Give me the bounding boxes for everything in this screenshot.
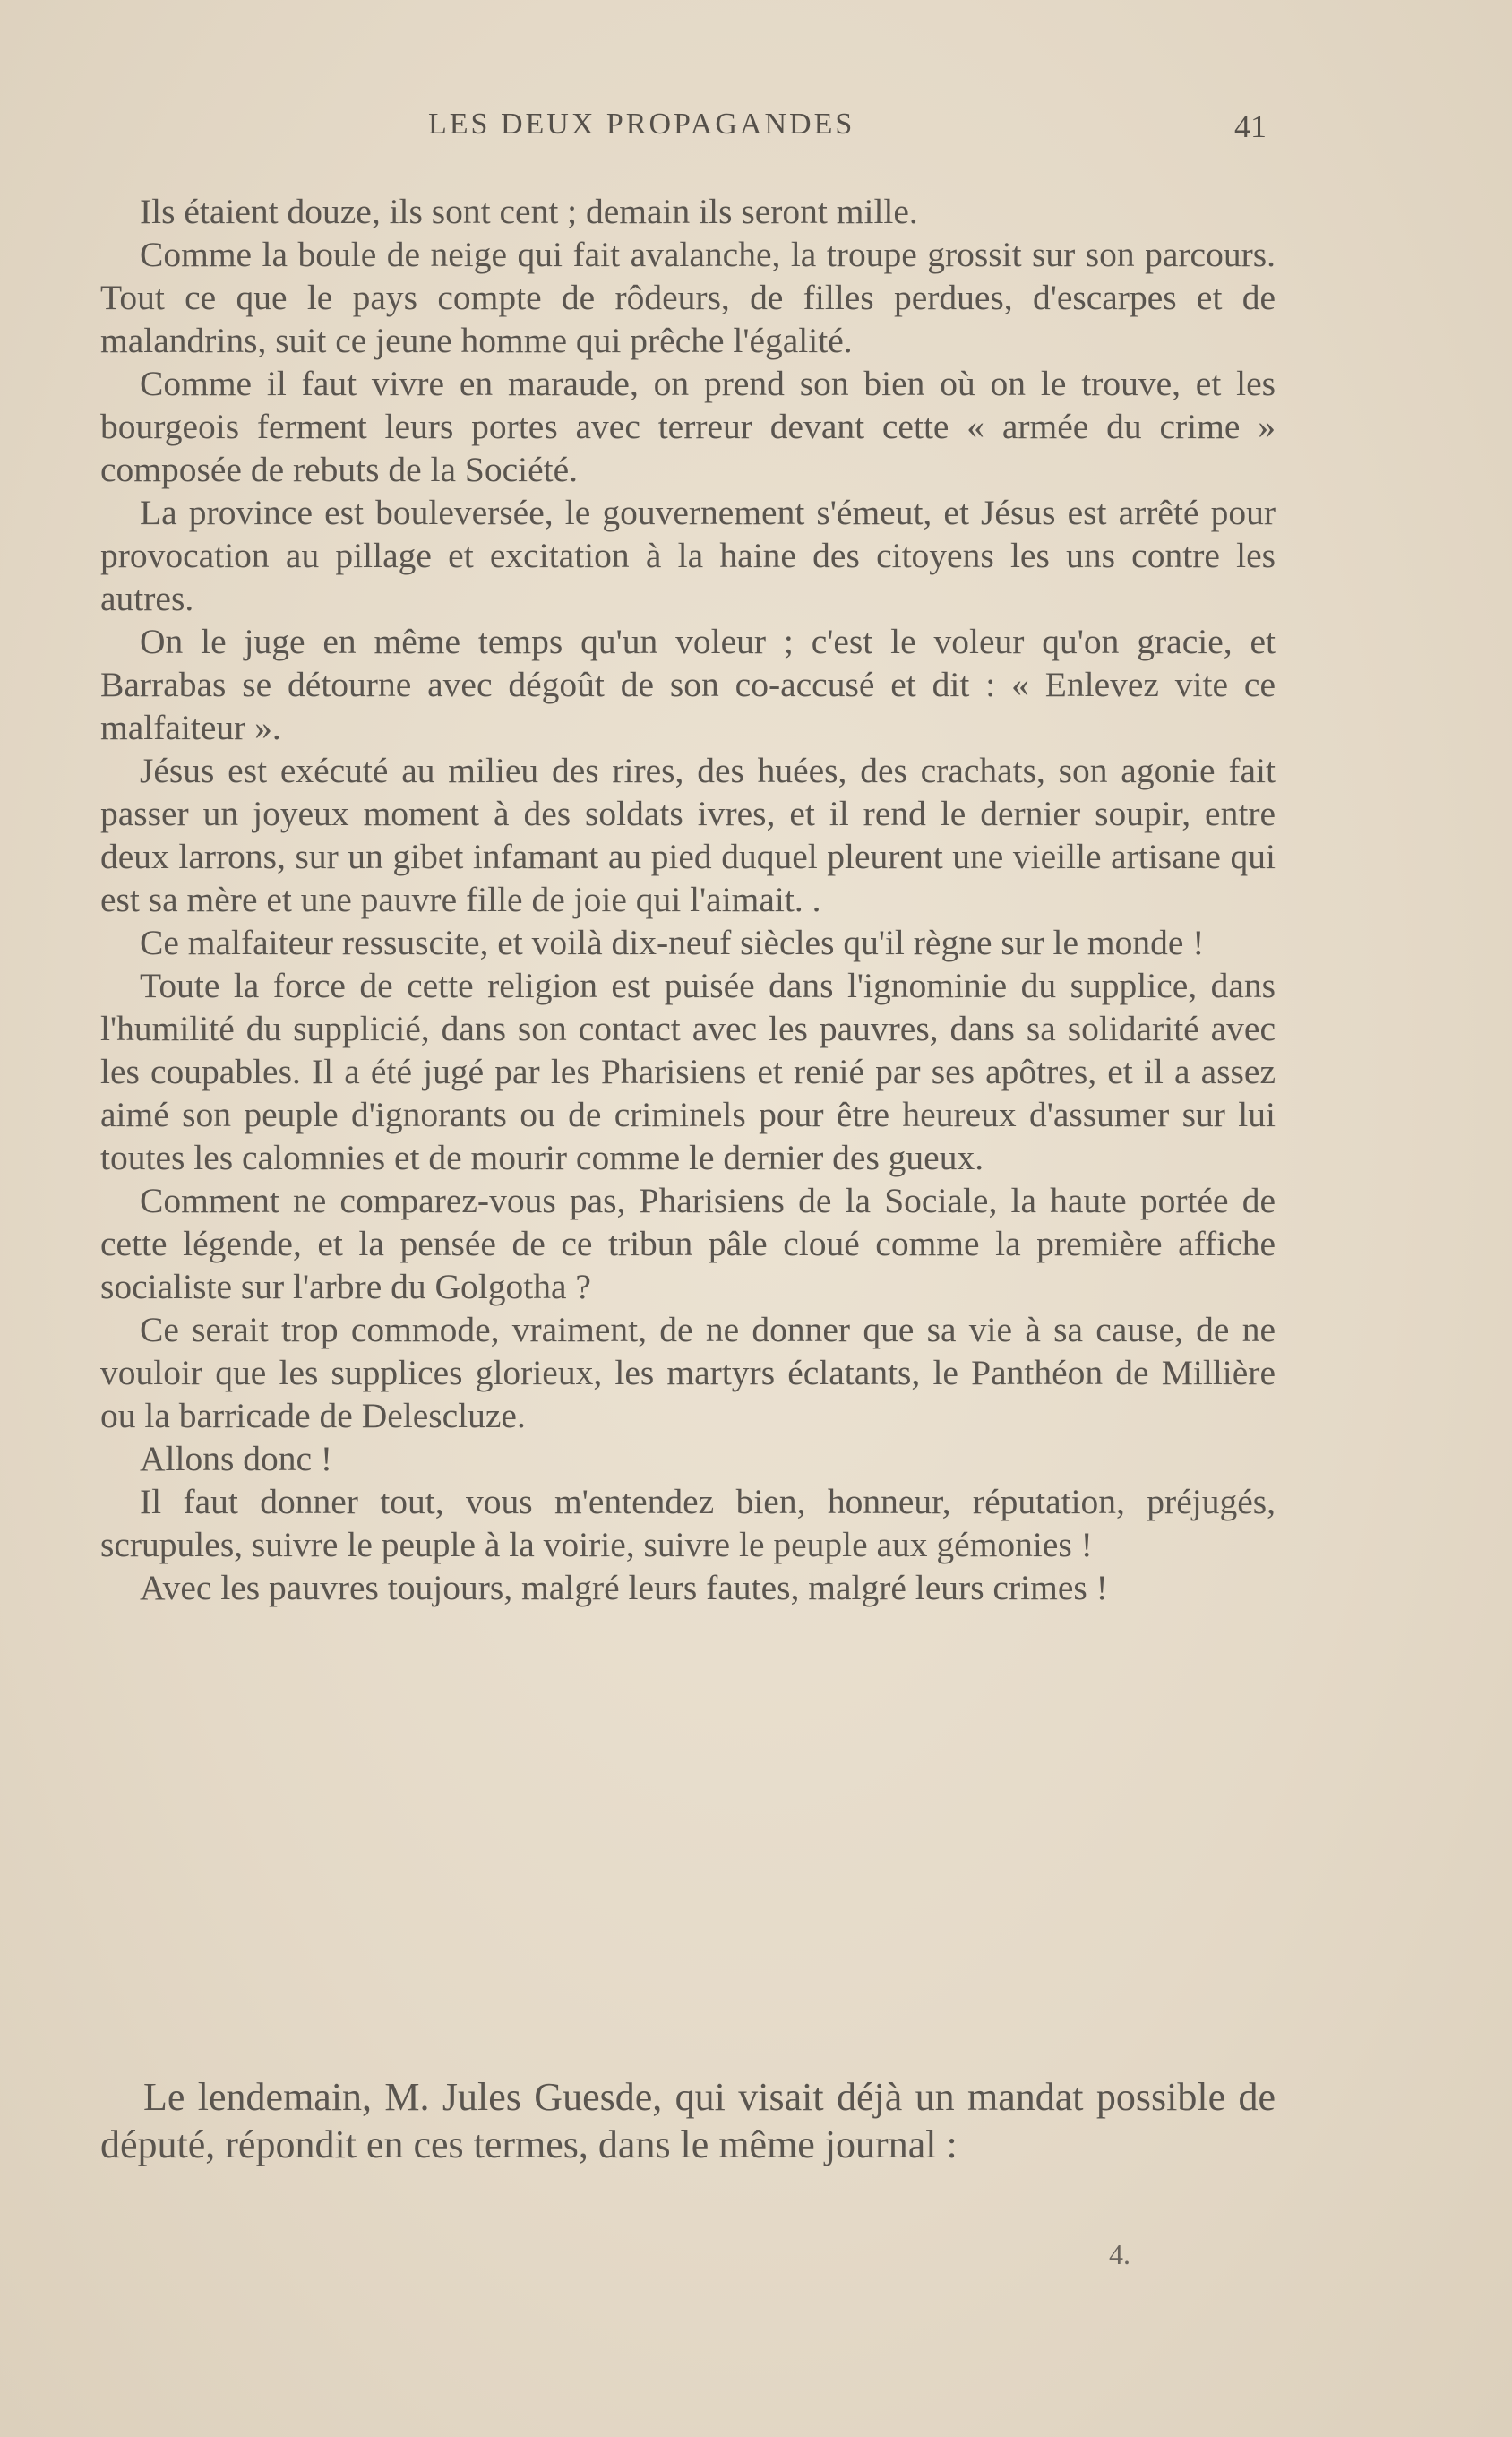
paragraph: Jésus est exécuté au milieu des rires, des huées, des crachats, son agonie fait passer un joyeux moment à des soldats ivres, et il rend le dernier soupir, entre deux larrons, sur un gibet infamant au pied duquel pleurent une vieille artisane qui est sa mère et une pauvre fille de joie qui l'aimait. . <box>100 751 1276 919</box>
paragraph: Comme il faut vivre en maraude, on prend son bien où on le trouve, et les bourgeois ferment leurs portes avec terreur devant cette « armée du crime » composée de rebuts de la Société. <box>100 364 1276 489</box>
signature-mark: 4. <box>1109 2238 1130 2270</box>
running-head <box>0 108 1512 152</box>
paragraph: Toute la force de cette religion est puisée dans l'ignominie du supplice, dans l'humilité du supplicié, dans son contact avec les pauvres, dans sa solidarité avec les coupables. Il a été jugé par les Pharisiens et renié par ses apôtres, et il a assez aimé son peuple d'ignorants ou de criminels pour être heureux d'assumer sur lui toutes les calomnies et de mourir comme le dernier des gueux. <box>100 966 1276 1177</box>
paragraph: Avec les pauvres toujours, malgré leurs fautes, malgré leurs crimes ! <box>140 1568 1108 1607</box>
closing-paragraph: Le lendemain, M. Jules Guesde, qui visait déjà un mandat possible de député, répondit en ces termes, dans le même journal : <box>100 2075 1276 2166</box>
paragraph: Ce serait trop commode, vraiment, de ne donner que sa vie à sa cause, de ne vouloir que les supplices glorieux, les martyrs éclatants, le Panthéon de Millière ou la barricade de Delescluze. <box>100 1310 1276 1435</box>
paragraph: Il faut donner tout, vous m'entendez bien, honneur, réputation, préjugés, scrupules, suivre le peuple à la voirie, suivre le peuple aux gémonies ! <box>100 1482 1276 1564</box>
paragraph: Allons donc ! <box>140 1439 333 1478</box>
paragraph: Ce malfaiteur ressuscite, et voilà dix-neuf siècles qu'il règne sur le monde ! <box>140 923 1205 962</box>
paragraph: On le juge en même temps qu'un voleur ; c'est le voleur qu'on gracie, et Barrabas se détourne avec dégoût de son co-accusé et dit : « Enlevez vite ce malfaiteur ». <box>100 622 1276 747</box>
page-number: 41 <box>1234 108 1267 144</box>
paragraph: Comme la boule de neige qui fait avalanche, la troupe grossit sur son parcours. Tout ce que le pays compte de rôdeurs, de filles perdues, d'escarpes et de malandrins, suit ce jeune homme qui prêche l'égalité. <box>100 235 1276 360</box>
paragraph: Ils étaient douze, ils sont cent ; demain ils seront mille. <box>140 192 918 231</box>
running-title: LES DEUX PROPAGANDES <box>428 108 855 141</box>
paragraph: Comment ne comparez-vous pas, Pharisiens de la Sociale, la haute portée de cette légende, et la pensée de ce tribun pâle cloué comme la première affiche socialiste sur l'arbre du Golgotha ? <box>100 1181 1276 1306</box>
body-text <box>100 190 1276 1609</box>
paragraph: La province est bouleversée, le gouvernement s'émeut, et Jésus est arrêté pour provocation au pillage et excitation à la haine des citoyens les uns contre les autres. <box>100 493 1276 618</box>
